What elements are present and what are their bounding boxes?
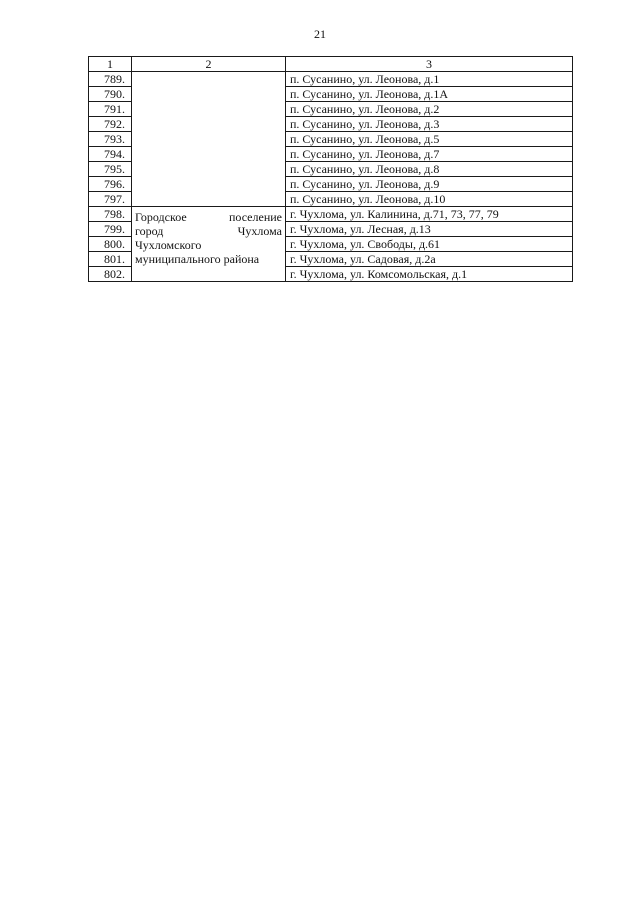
- row-address: г. Чухлома, ул. Свободы, д.61: [286, 237, 573, 252]
- settlement-word: Чухлома: [237, 224, 282, 238]
- row-number: 795.: [89, 162, 132, 177]
- row-number: 792.: [89, 117, 132, 132]
- row-number: 798.: [89, 207, 132, 222]
- header-col-3: 3: [286, 57, 573, 72]
- header-col-1: 1: [89, 57, 132, 72]
- row-number: 793.: [89, 132, 132, 147]
- row-address: п. Сусанино, ул. Леонова, д.2: [286, 102, 573, 117]
- settlement-address-table: [88, 56, 573, 282]
- settlement-word: муниципального района: [135, 252, 260, 266]
- settlement-name-cell: [132, 207, 286, 282]
- table-row: [89, 72, 573, 87]
- settlement-name-line: [135, 252, 282, 266]
- row-address: г. Чухлома, ул. Садовая, д.2а: [286, 252, 573, 267]
- row-address: г. Чухлома, ул. Калинина, д.71, 73, 77, 79: [286, 207, 573, 222]
- settlement-word: Городское: [135, 210, 187, 224]
- row-number: 800.: [89, 237, 132, 252]
- row-number: 796.: [89, 177, 132, 192]
- settlement-word: Чухломского: [135, 238, 202, 252]
- row-address: п. Сусанино, ул. Леонова, д.5: [286, 132, 573, 147]
- row-number: 791.: [89, 102, 132, 117]
- row-number: 802.: [89, 267, 132, 282]
- row-number: 790.: [89, 87, 132, 102]
- row-number: 789.: [89, 72, 132, 87]
- settlement-name: [132, 207, 285, 266]
- settlement-name-line: [135, 238, 282, 252]
- row-address: п. Сусанино, ул. Леонова, д.8: [286, 162, 573, 177]
- row-address: п. Сусанино, ул. Леонова, д.7: [286, 147, 573, 162]
- settlement-name-line: [135, 210, 282, 224]
- settlement-name-line: [135, 224, 282, 238]
- row-number: 797.: [89, 192, 132, 207]
- settlement-cell-empty: [132, 72, 286, 207]
- table-header-row: [89, 57, 573, 72]
- row-address: п. Сусанино, ул. Леонова, д.10: [286, 192, 573, 207]
- row-number: 801.: [89, 252, 132, 267]
- settlement-word: поселение: [228, 210, 282, 224]
- row-address: г. Чухлома, ул. Лесная, д.13: [286, 222, 573, 237]
- row-number: 799.: [89, 222, 132, 237]
- table-row: [89, 207, 573, 222]
- row-number: 794.: [89, 147, 132, 162]
- row-address: п. Сусанино, ул. Леонова, д.9: [286, 177, 573, 192]
- page-number: 21: [314, 27, 326, 41]
- row-address: г. Чухлома, ул. Комсомольская, д.1: [286, 267, 573, 282]
- settlement-word: город: [135, 224, 164, 238]
- header-col-2: 2: [132, 57, 286, 72]
- row-address: п. Сусанино, ул. Леонова, д.1: [286, 72, 573, 87]
- row-address: п. Сусанино, ул. Леонова, д.1А: [286, 87, 573, 102]
- row-address: п. Сусанино, ул. Леонова, д.3: [286, 117, 573, 132]
